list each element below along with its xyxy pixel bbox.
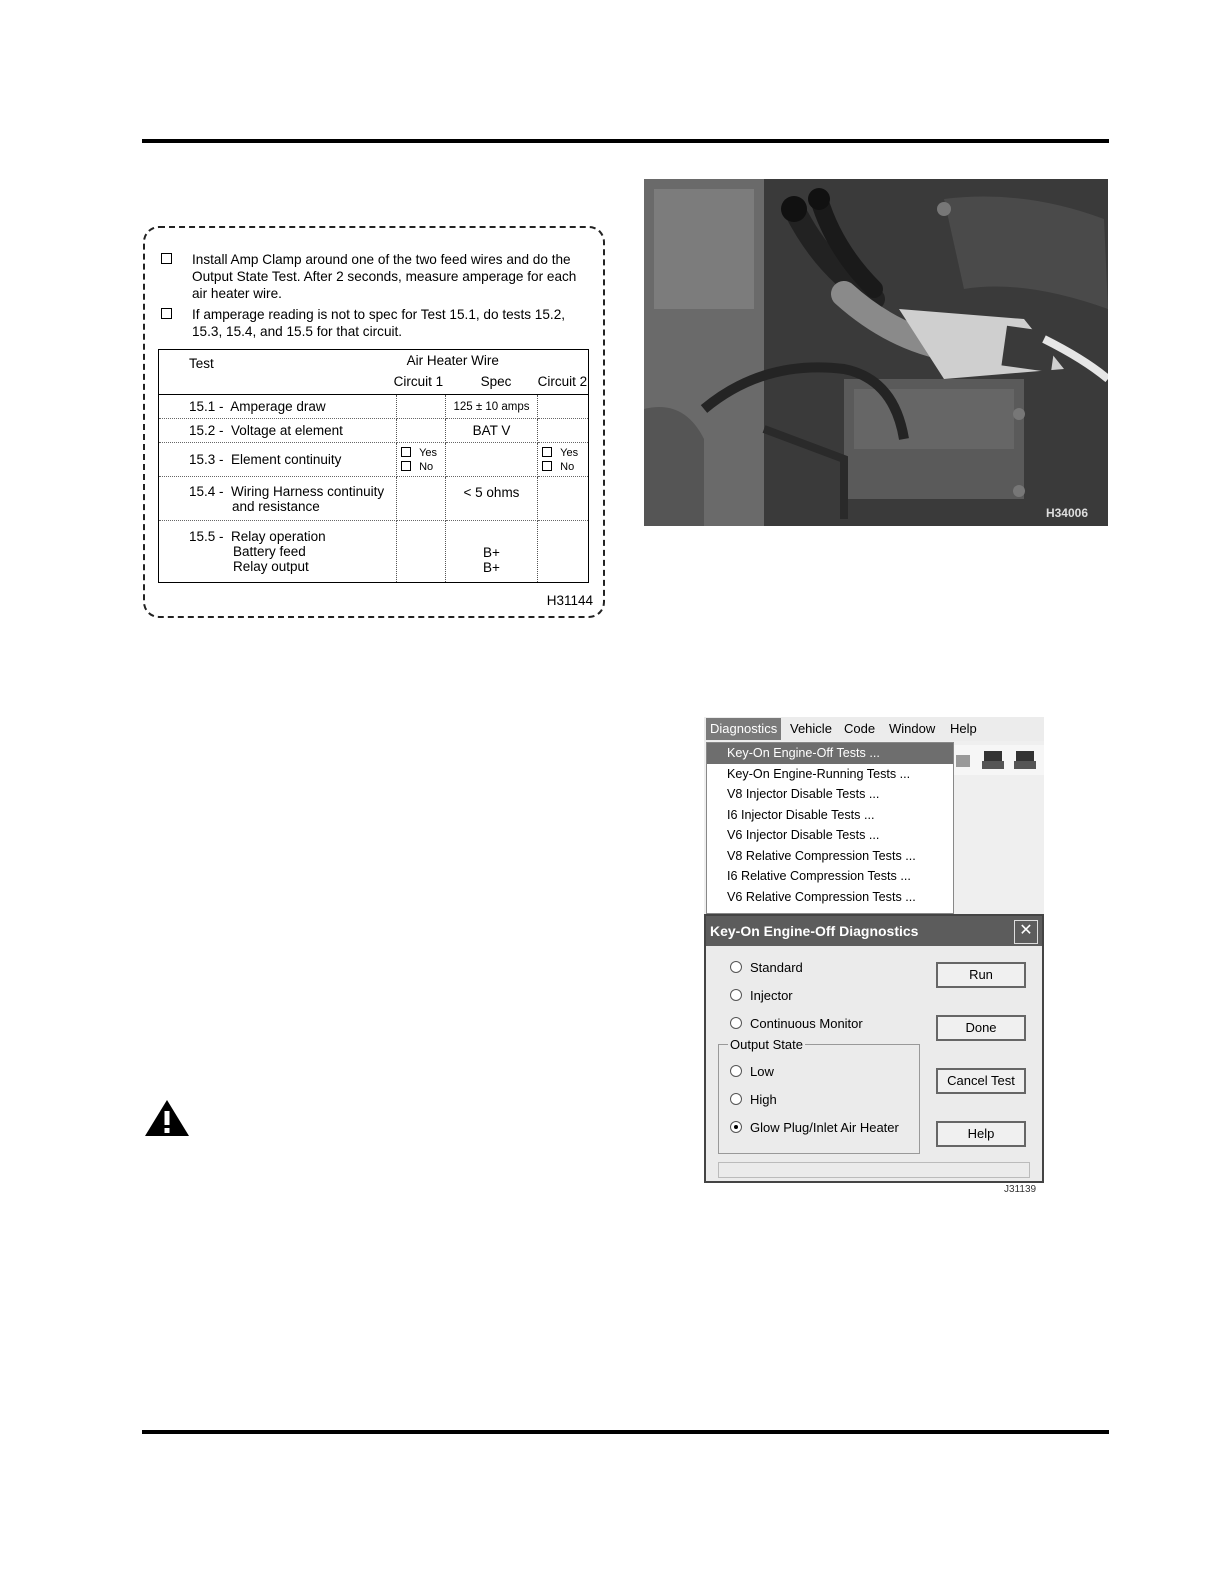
spec-table [158,349,589,583]
no-checkbox[interactable] [401,461,411,471]
circuit1-cell [397,395,446,419]
status-field [718,1162,1030,1178]
circuit2-cell [538,419,589,443]
menu-item[interactable]: I6 Injector Disable Tests ... [727,807,875,822]
spec-cell: BAT V [445,419,537,443]
spec-cell: B+ B+ [445,521,537,583]
cancel-test-button[interactable]: Cancel Test [936,1068,1026,1094]
header-cell [159,350,397,395]
menu-item[interactable]: Key-On Engine-Off Tests ... [707,743,953,764]
figure-code: J31139 [1004,1184,1037,1195]
radio-standard[interactable]: Standard [730,960,803,975]
circuit2-cell [538,477,589,521]
engine-amp-clamp-photo [644,179,1108,526]
header-cell [393,350,589,395]
close-icon[interactable]: ✕ [1014,920,1038,944]
menu-window[interactable]: Window [889,721,936,736]
radio-low[interactable]: Low [730,1064,774,1079]
toolbar [954,745,1044,775]
vehicle-icon[interactable] [982,751,1004,769]
table-row [159,395,589,419]
diagnostic-software-screenshot [704,717,1044,1183]
spec-cell: < 5 ohms [445,477,537,521]
menu-item[interactable]: V8 Injector Disable Tests ... [727,787,880,801]
yes-checkbox[interactable] [401,447,411,457]
table-row [159,477,589,521]
header-test: Test [189,356,214,371]
circuit2-cell [538,395,589,419]
circuit2-cell [538,521,589,583]
menu-diagnostics[interactable]: Diagnostics [706,718,781,740]
checklist-item-text: Install Amp Clamp around one of the two feed wires and do the Output State Test. After 2 seconds, measure amperage for each air heater wire. [192,252,577,301]
radio-continuous-monitor[interactable]: Continuous Monitor [730,1016,863,1031]
header-spec: Spec [480,374,512,389]
spec-cell [445,443,537,477]
radio-injector[interactable]: Injector [730,988,793,1003]
help-button[interactable]: Help [936,1121,1026,1147]
checkbox[interactable] [161,308,172,319]
menu-item[interactable]: V8 Relative Compression Tests ... [727,848,916,863]
no-checkbox[interactable] [542,461,552,471]
test-name-cell: 15.4 - Wiring Harness continuity and resistance [159,477,397,521]
figure-code: H34006 [1045,506,1088,520]
circuit1-cell: Yes No [397,443,446,477]
test-name-cell: 15.1 - Amperage draw [159,395,397,419]
diagnostics-dropdown-menu [706,742,954,914]
menu-item[interactable]: V6 Relative Compression Tests ... [727,889,916,904]
circuit1-cell [397,477,446,521]
menu-vehicle[interactable]: Vehicle [790,721,832,736]
radio-glow-plug[interactable]: Glow Plug/Inlet Air Heater [730,1120,899,1135]
test-checklist-card [143,226,605,618]
warning-triangle-icon [143,1098,191,1143]
done-button[interactable]: Done [936,1015,1026,1041]
bottom-rule [142,1430,1109,1434]
top-rule [142,139,1109,143]
header-circuit1: Circuit 1 [393,374,444,389]
dialog-title: Key-On Engine-Off Diagnostics [706,916,1042,946]
checkbox[interactable] [161,253,172,264]
table-row [159,521,589,583]
output-state-label: Output State [730,1037,803,1052]
test-name-cell: 15.5 - Relay operation Battery feed Relay output [159,521,397,583]
radio-high[interactable]: High [730,1092,777,1107]
menu-code[interactable]: Code [844,721,876,736]
circuit1-cell [397,521,446,583]
menu-item[interactable]: V6 Injector Disable Tests ... [727,828,880,842]
koeo-diagnostics-dialog [704,914,1044,1183]
circuit1-cell [397,419,446,443]
header-group: Air Heater Wire [406,353,499,368]
test-name-cell: 15.3 - Element continuity [159,443,397,477]
engine-photo-illustration [644,179,1108,526]
yes-checkbox[interactable] [542,447,552,457]
vehicle-icon[interactable] [1014,751,1036,769]
menu-item[interactable]: Key-On Engine-Running Tests ... [727,766,911,781]
spec-cell: 125 ± 10 amps [445,395,537,419]
figure-code: H31144 [546,593,593,608]
table-row [159,419,589,443]
checklist-item-text: If amperage reading is not to spec for Test 15.1, do tests 15.2, 15.3, 15.4, and 15.5 for that circuit. [192,307,566,339]
menu-bar [704,717,1044,741]
menu-help[interactable]: Help [950,721,977,736]
circuit2-cell: Yes No [538,443,589,477]
header-circuit2: Circuit 2 [537,374,588,389]
run-button[interactable]: Run [936,962,1026,988]
table-header-row [159,350,589,395]
test-name-cell: 15.2 - Voltage at element [159,419,397,443]
table-row [159,443,589,477]
menu-item[interactable]: I6 Relative Compression Tests ... [727,869,911,883]
